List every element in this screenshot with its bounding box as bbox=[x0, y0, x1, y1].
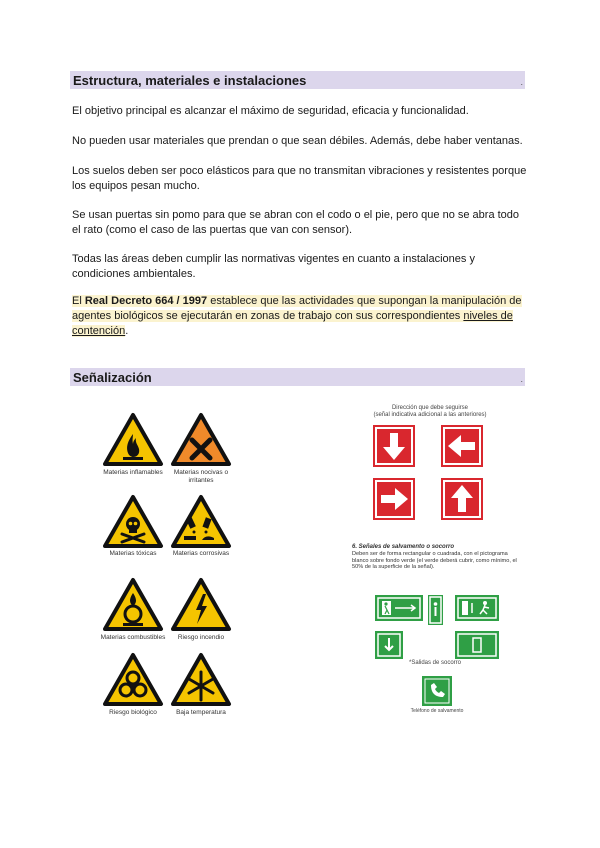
paragraph-suelos: Los suelos deben ser poco elásticos para que no transmitan vibraciones y resistentes porque los equipos pesan mucho. bbox=[72, 165, 527, 192]
door-icon bbox=[455, 631, 499, 659]
direction-caption-line1: Dirección que debe seguirse bbox=[391, 405, 469, 411]
direction-caption-line2: (señal indicativa adicional a las anteriores) bbox=[373, 412, 487, 418]
text-post: . bbox=[125, 325, 129, 337]
section-header-senalizacion bbox=[70, 368, 525, 386]
phone-icon bbox=[422, 676, 452, 706]
flame-icon bbox=[102, 412, 164, 467]
hazard-label: Materias tóxicas bbox=[109, 550, 157, 557]
phone-sign bbox=[422, 676, 452, 706]
niveles-contencion-link[interactable]: niveles de contención bbox=[72, 310, 513, 337]
biohazard-icon bbox=[102, 652, 164, 707]
salvamento-body: Deben ser de forma rectangular o cuadrada, con el pictograma blanco sobre fondo verde (el verde deberá cubrir, como mínimo, el 50% de la superficie de la señal). bbox=[352, 550, 517, 571]
hazard-label: Materias combustibles bbox=[100, 634, 166, 641]
section-dot: . bbox=[520, 77, 523, 87]
corrosive-icon bbox=[170, 494, 232, 549]
running-man-exit-icon bbox=[455, 595, 499, 621]
real-decreto-bold: Real Decreto 664 / 1997 bbox=[84, 295, 208, 307]
section-dot: . bbox=[520, 374, 523, 384]
paragraph-puertas: Se usan puertas sin pomo para que se abran con el codo o el pie, pero que no se abra todo el rato (como el caso de las puertas que van con sensor). bbox=[72, 209, 520, 236]
salvamento-description bbox=[352, 544, 517, 571]
arrow-down-icon bbox=[375, 631, 403, 659]
section-title: Estructura, materiales e instalaciones bbox=[73, 72, 307, 88]
door-icon bbox=[428, 595, 443, 625]
exit-arrow-down-sign bbox=[375, 631, 403, 659]
hazard-label: Baja temperatura bbox=[176, 709, 226, 716]
exit-signs-caption: *Salidas de socorro bbox=[408, 660, 462, 666]
x-cross-icon bbox=[170, 412, 232, 467]
salvamento-heading: 6. Señales de salvamento o socorro bbox=[352, 544, 455, 550]
skull-icon bbox=[102, 494, 164, 549]
phone-sign-caption: Teléfono de salvamento bbox=[410, 708, 464, 714]
section-header-estructura bbox=[70, 71, 525, 89]
lightning-icon bbox=[170, 577, 232, 632]
exit-sign-left bbox=[375, 595, 423, 621]
arrow-down-icon bbox=[373, 425, 415, 467]
arrow-right-icon bbox=[373, 478, 415, 520]
text-mid: establece que las actividades que supongan la manipulación de agentes biológicos se ejecutarán en zonas de trabajo con sus correspondientes bbox=[72, 295, 522, 322]
snowflake-icon bbox=[170, 652, 232, 707]
exit-door-sign bbox=[428, 595, 443, 625]
section-title: Señalización bbox=[73, 369, 152, 385]
running-man-exit-icon bbox=[375, 595, 423, 621]
arrow-up-sign bbox=[441, 478, 483, 520]
exit-sign-right bbox=[455, 595, 499, 621]
paragraph-materiales: No pueden usar materiales que prendan o que sean débiles. Además, debe haber ventanas. bbox=[72, 135, 523, 147]
paragraph-real-decreto bbox=[72, 294, 528, 339]
oxidizer-icon bbox=[102, 577, 164, 632]
paragraph-objetivo: El objetivo principal es alcanzar el máximo de seguridad, eficacia y funcionalidad. bbox=[72, 105, 469, 117]
text-pre: El bbox=[72, 295, 85, 307]
hazard-label: Materias corrosivas bbox=[172, 550, 230, 557]
arrow-down-sign bbox=[373, 425, 415, 467]
hazard-label: Riesgo incendio bbox=[177, 634, 225, 641]
paragraph-normativas: Todas las áreas deben cumplir las normativas vigentes en cuanto a instalaciones y condiciones ambientales. bbox=[72, 253, 475, 280]
hazard-label: Materias nocivas o irritantes bbox=[173, 469, 229, 484]
arrow-left-icon bbox=[441, 425, 483, 467]
arrow-up-icon bbox=[441, 478, 483, 520]
hazard-label: Riesgo biológico bbox=[109, 709, 157, 716]
arrow-right-sign bbox=[373, 478, 415, 520]
exit-door-wide-sign bbox=[455, 631, 499, 659]
arrow-left-sign bbox=[441, 425, 483, 467]
hazard-label: Materias inflamables bbox=[103, 469, 163, 476]
